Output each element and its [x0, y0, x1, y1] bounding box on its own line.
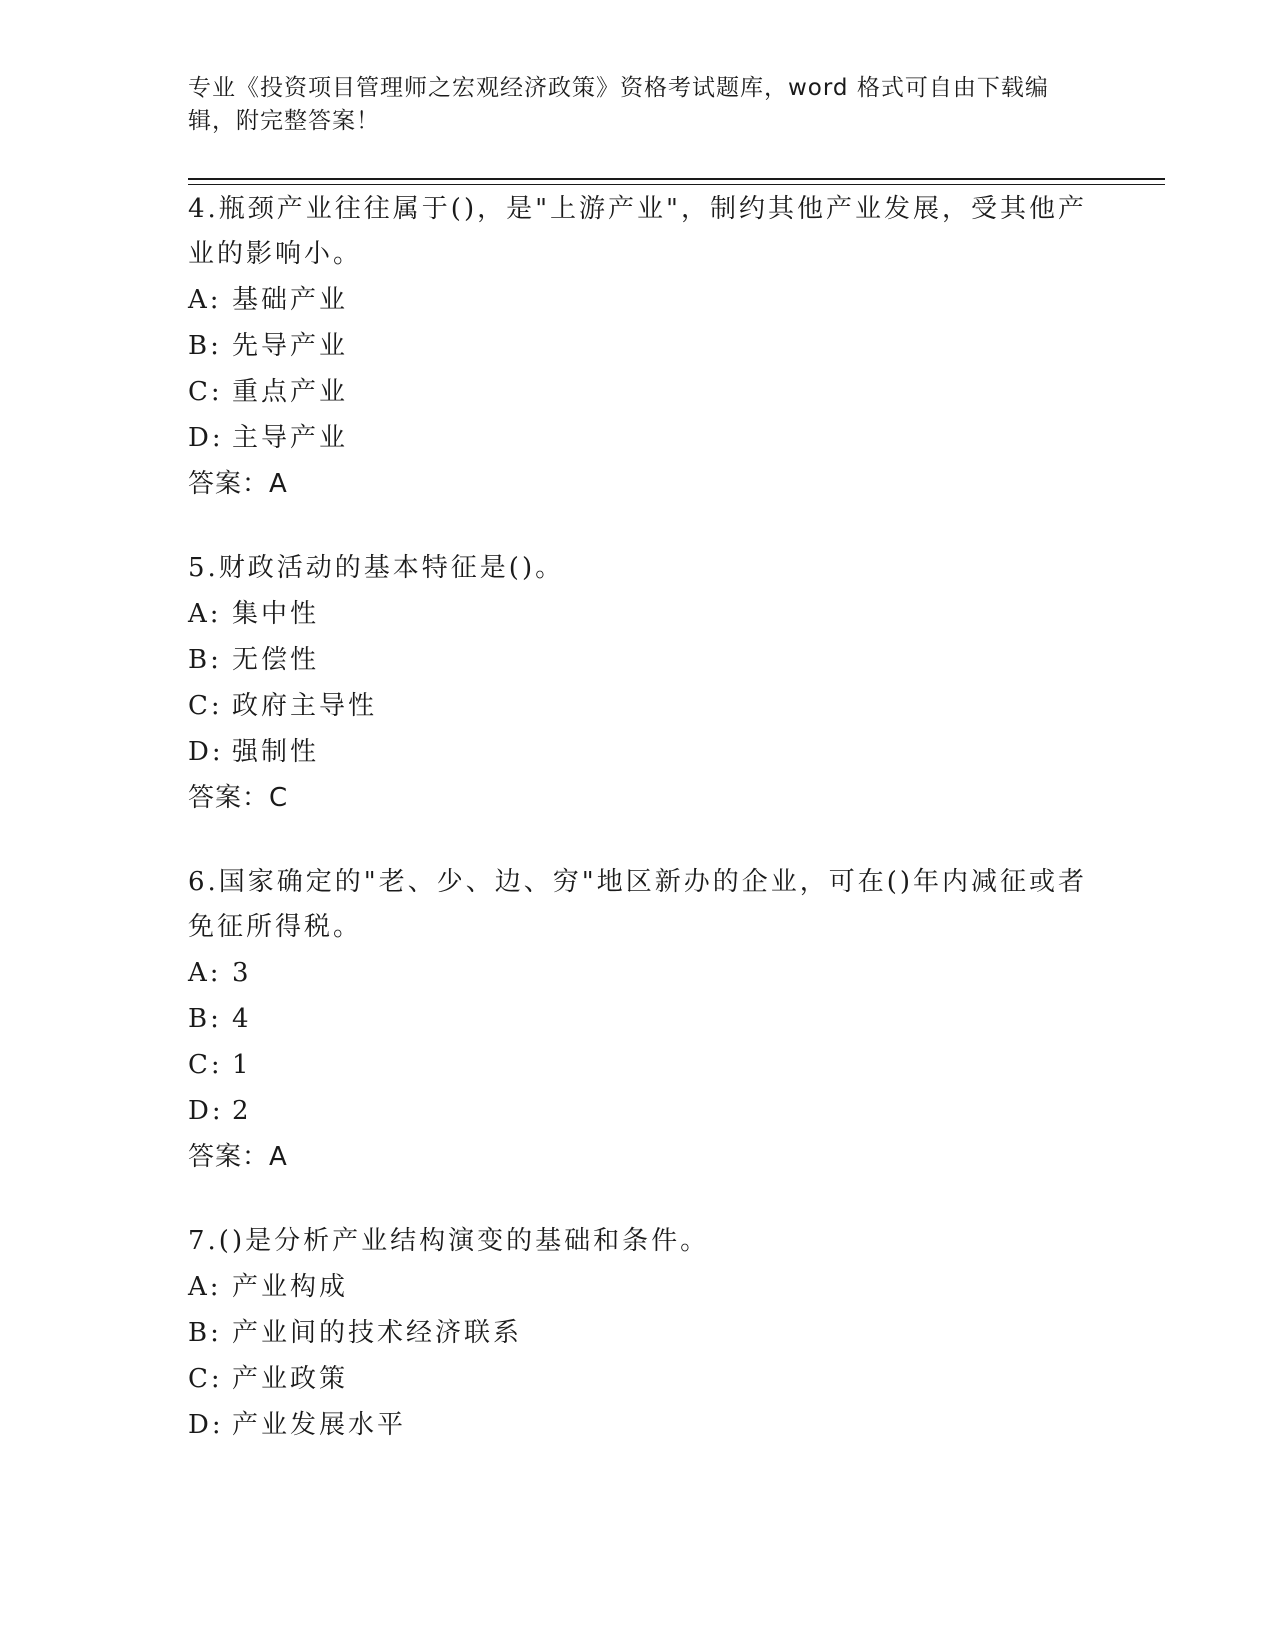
option-text: 产业政策 [232, 1364, 349, 1394]
option-d [188, 1402, 1088, 1448]
option-b [188, 1310, 1088, 1356]
answer: 答案：A [188, 469, 288, 499]
answer: 答案：C [188, 783, 289, 813]
option-key: D: [188, 737, 224, 767]
option-text: 无偿性 [232, 645, 320, 675]
option-key: A: [188, 958, 222, 988]
header-divider-thick [188, 178, 1165, 180]
option-key: D: [188, 1096, 224, 1126]
option-key: D: [188, 423, 224, 453]
question-stem: 5.财政活动的基本特征是()。 [188, 553, 565, 583]
question-6 [188, 860, 1088, 1180]
option-c [188, 683, 1088, 729]
option-text: 1 [232, 1050, 252, 1080]
option-text: 集中性 [232, 599, 320, 629]
option-b [188, 323, 1088, 369]
option-text: 产业发展水平 [232, 1410, 407, 1440]
option-a [188, 277, 1088, 323]
document-header: 专业《投资项目管理师之宏观经济政策》资格考试题库，word 格式可自由下载编辑，附完整答案！ [188, 75, 1049, 134]
option-key: B: [188, 645, 222, 675]
option-a [188, 1264, 1088, 1310]
option-text: 3 [232, 958, 252, 988]
option-text: 产业构成 [232, 1272, 349, 1302]
option-b [188, 637, 1088, 683]
option-a [188, 591, 1088, 637]
question-5 [188, 546, 1088, 821]
option-c [188, 369, 1088, 415]
header-divider-thin [188, 184, 1165, 185]
option-key: D: [188, 1410, 224, 1440]
option-text: 强制性 [232, 737, 320, 767]
option-key: B: [188, 331, 222, 361]
question-stem: 7.()是分析产业结构演变的基础和条件。 [188, 1226, 710, 1256]
option-key: B: [188, 1318, 222, 1348]
option-key: A: [188, 1272, 222, 1302]
option-text: 基础产业 [232, 285, 349, 315]
question-4 [188, 187, 1088, 507]
question-stem: 4.瓶颈产业往往属于()，是"上游产业"，制约其他产业发展，受其他产业的影响小。 [188, 194, 1088, 269]
option-key: C: [188, 1364, 223, 1394]
option-text: 政府主导性 [232, 691, 378, 721]
question-stem: 6.国家确定的"老、少、边、穷"地区新办的企业，可在()年内减征或者免征所得税。 [188, 867, 1088, 942]
option-key: A: [188, 285, 222, 315]
option-key: A: [188, 599, 222, 629]
option-text: 4 [232, 1004, 252, 1034]
option-b [188, 996, 1088, 1042]
option-d [188, 729, 1088, 775]
option-text: 2 [232, 1096, 252, 1126]
option-d [188, 1088, 1088, 1134]
question-7 [188, 1219, 1088, 1448]
option-text: 重点产业 [232, 377, 349, 407]
answer: 答案：A [188, 1142, 288, 1172]
option-a [188, 950, 1088, 996]
option-d [188, 415, 1088, 461]
option-key: B: [188, 1004, 222, 1034]
option-text: 先导产业 [232, 331, 349, 361]
option-key: C: [188, 377, 223, 407]
option-text: 产业间的技术经济联系 [232, 1318, 523, 1348]
option-key: C: [188, 691, 223, 721]
option-key: C: [188, 1050, 223, 1080]
option-c [188, 1042, 1088, 1088]
option-c [188, 1356, 1088, 1402]
option-text: 主导产业 [232, 423, 349, 453]
